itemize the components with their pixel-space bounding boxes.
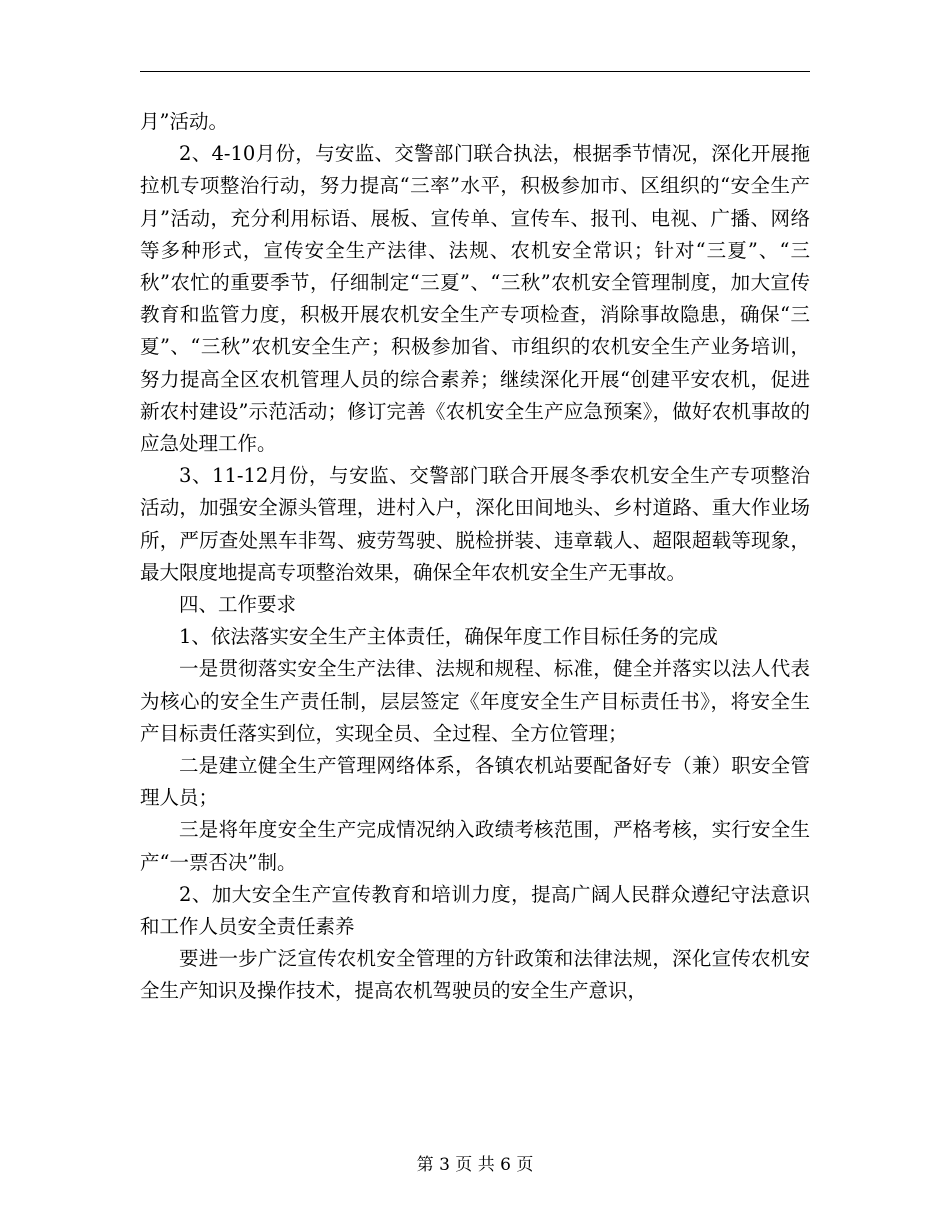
document-body [140, 106, 810, 1008]
subheading-requirement-2: 2、加大安全生产宣传教育和培训力度，提高广阔人民群众遵纪守法意识和工作人员安全责任素养 [140, 882, 810, 939]
paragraph-point-3: 三是将年度安全生产完成情况纳入政绩考核范围，严格考核，实行安全生产“一票否决”制。 [140, 818, 810, 874]
paragraph-point-1: 一是贯彻落实安全生产法律、法规和规程、标准，健全并落实以法人代表为核心的安全生产责任制，层层签定《年度安全生产目标责任书》，将安全生产目标责任落实到位，实现全员、全过程、全方位管理； [140, 657, 810, 745]
paragraph-point-2: 二是建立健全生产管理网络体系，各镇农机站要配备好专（兼）职安全管理人员； [140, 754, 810, 810]
paragraph-continuation: 月”活动。 [140, 110, 228, 133]
header-rule [140, 71, 810, 72]
paragraph-item-3: 3、11-12月份，与安监、交警部门联合开展冬季农机安全生产专项整治活动，加强安全源头管理，进村入户，深化田间地头、乡村道路、重大作业场所，严厉查处黑车非驾、疲劳驾驶、脱检拼装、违章载人、超限超载等现象，最大限度地提高专项整治效果，确保全年农机安全生产无事故。 [140, 464, 810, 584]
subheading-requirement-1: 1、依法落实安全生产主体责任，确保年度工作目标任务的完成 [179, 625, 718, 649]
paragraph-publicity: 要进一步广泛宣传农机安全管理的方针政策和法律法规，深化宣传农机安全生产知识及操作技术，提高农机驾驶员的安全生产意识， [140, 947, 810, 1003]
section-heading-work-requirements: 四、工作要求 [179, 593, 297, 617]
paragraph-item-2: 2、4-10月份，与安监、交警部门联合执法，根据季节情况，深化开展拖拉机专项整治行动，努力提高“三率”水平，积极参加市、区组织的“安全生产月”活动，充分利用标语、展板、宣传单、宣传车、报刊、电视、广播、网络等多种形式，宣传安全生产法律、法规、农机安全常识；针对“三夏”、“三秋”农忙的重要季节，仔细制定“三夏”、“三秋”农机安全管理制度，加大宣传教育和监管力度，积极开展农机安全生产专项检查，消除事故隐患，确保“三夏”、“三秋”农机安全生产；积极参加省、市组织的农机安全生产业务培训，努力提高全区农机管理人员的综合素养；继续深化开展“创建平安农机，促进新农村建设”示范活动；修订完善《农机安全生产应急预案》，做好农机事故的应急处理工作。 [140, 142, 810, 456]
page-number-footer: 第 3 页 共 6 页 [416, 1155, 534, 1175]
